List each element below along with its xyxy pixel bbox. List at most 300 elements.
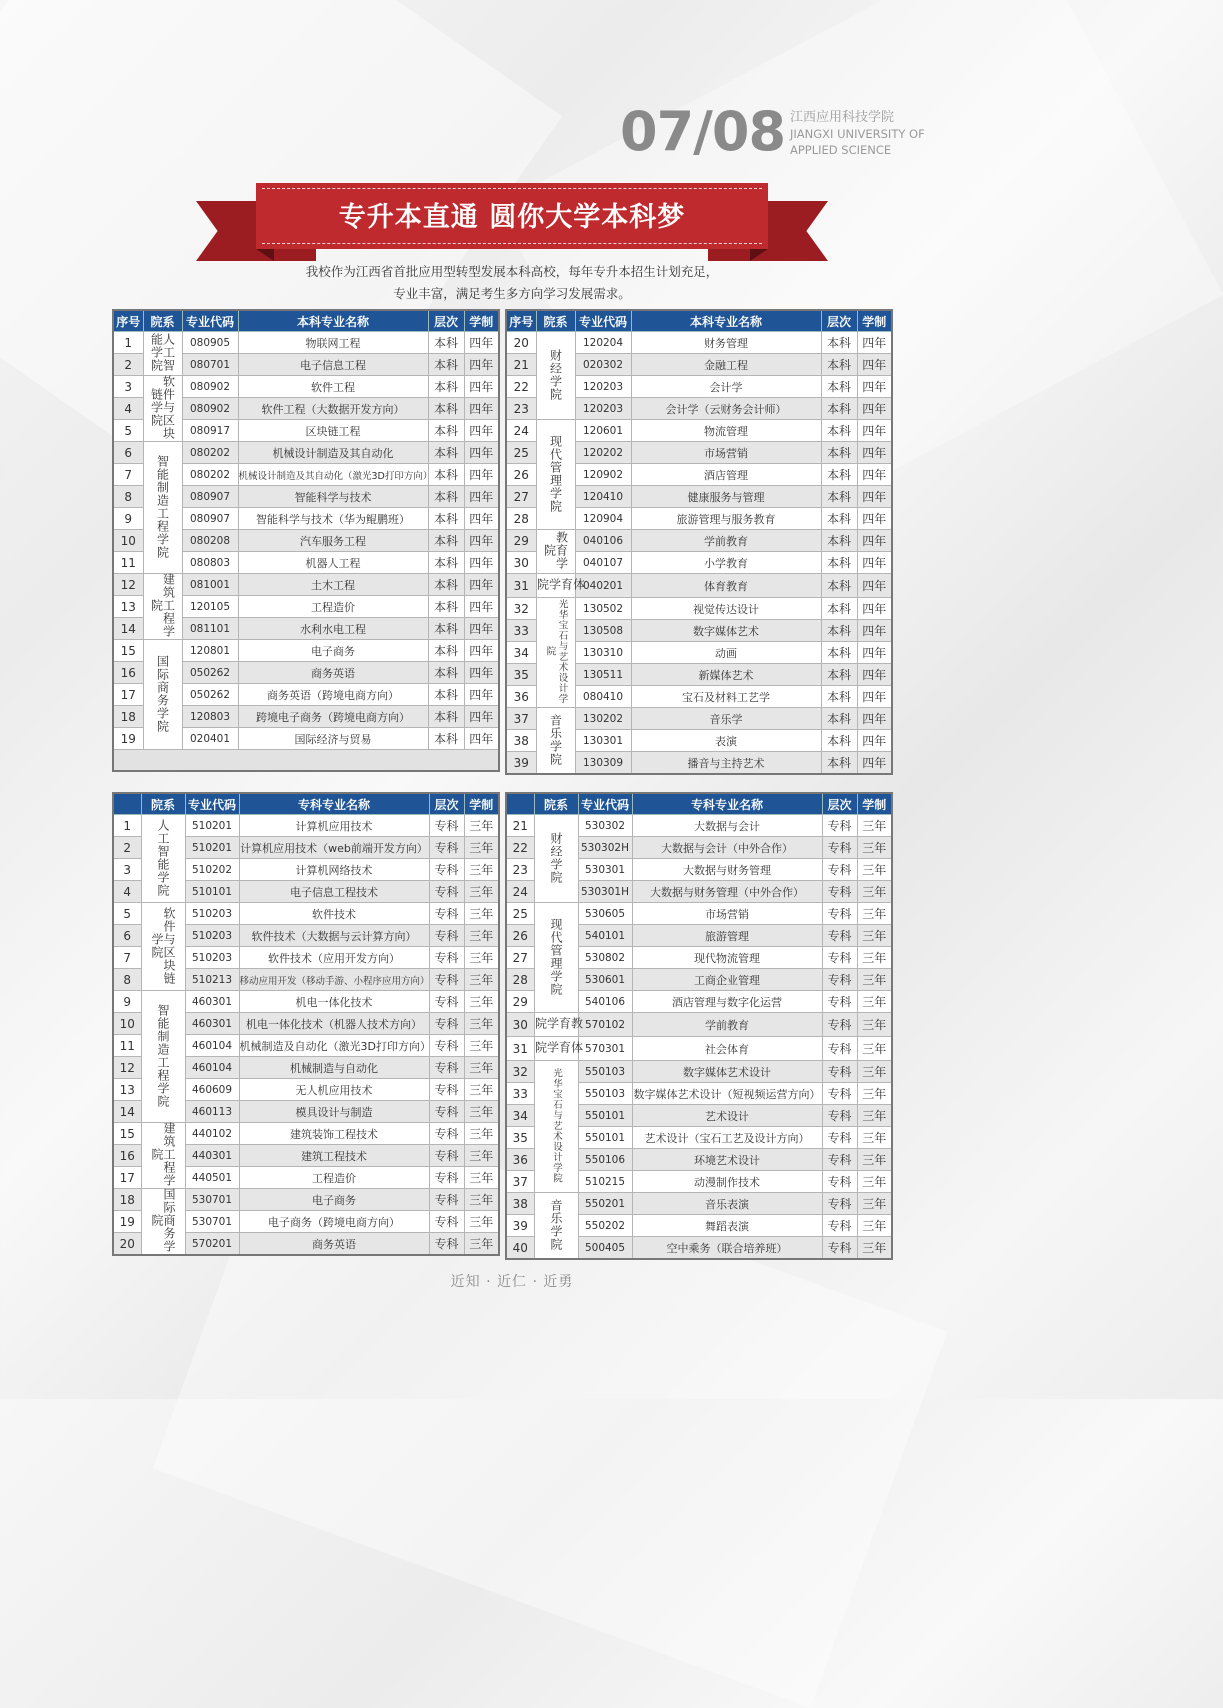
level-cell: 本科 — [428, 464, 464, 486]
level-cell: 专科 — [822, 1193, 857, 1215]
row-number-cell: 14 — [113, 618, 143, 640]
duration-cell: 四年 — [857, 464, 892, 486]
row-number-cell: 17 — [113, 1167, 141, 1189]
major-name-cell: 工程造价 — [239, 1167, 429, 1189]
department-cell — [143, 574, 182, 640]
major-name-cell: 模具设计与制造 — [239, 1101, 429, 1123]
duration-cell: 三年 — [857, 1037, 892, 1061]
row-number-cell: 24 — [506, 881, 534, 903]
duration-cell: 三年 — [857, 925, 892, 947]
major-code-cell: 120203 — [575, 376, 631, 398]
duration-cell: 四年 — [464, 332, 499, 354]
row-number-cell: 38 — [506, 730, 536, 752]
department-label: 软件与区块链学院 — [149, 375, 176, 440]
major-name-cell: 环境艺术设计 — [632, 1149, 822, 1171]
duration-cell: 四年 — [857, 642, 892, 664]
duration-cell: 三年 — [464, 1079, 499, 1101]
major-code-cell: 530601 — [578, 969, 632, 991]
major-code-cell: 510201 — [185, 815, 239, 837]
level-cell: 专科 — [822, 969, 857, 991]
major-name-cell: 计算机网络技术 — [239, 859, 429, 881]
level-cell: 本科 — [428, 332, 464, 354]
major-code-cell: 130508 — [575, 620, 631, 642]
major-name-cell: 无人机应用技术 — [239, 1079, 429, 1101]
major-name-cell: 市场营销 — [632, 903, 822, 925]
duration-cell: 三年 — [464, 881, 499, 903]
duration-cell: 四年 — [464, 640, 499, 662]
table-row — [506, 708, 892, 730]
major-name-cell: 酒店管理 — [631, 464, 821, 486]
row-number-cell: 4 — [113, 881, 141, 903]
level-cell: 本科 — [428, 618, 464, 640]
table-row — [113, 991, 499, 1013]
duration-cell: 四年 — [857, 530, 892, 552]
department-cell — [141, 991, 185, 1123]
major-name-cell: 软件工程 — [238, 376, 428, 398]
department-label: 体育学院 — [533, 1041, 584, 1054]
column-header-major-name: 本科专业名称 — [238, 310, 428, 332]
column-header-major-code: 专业代码 — [185, 793, 239, 815]
row-number-cell: 37 — [506, 1171, 534, 1193]
major-code-cell: 120801 — [182, 640, 238, 662]
duration-cell: 四年 — [464, 552, 499, 574]
row-number-cell: 10 — [113, 1013, 141, 1035]
level-cell: 本科 — [428, 508, 464, 530]
table-row — [506, 1013, 892, 1037]
row-number-cell: 13 — [113, 1079, 141, 1101]
major-name-cell: 计算机应用技术（web前端开发方向） — [239, 837, 429, 859]
major-name-cell: 社会体育 — [632, 1037, 822, 1061]
level-cell: 专科 — [429, 1189, 464, 1211]
bachelor-table-right — [505, 309, 893, 775]
major-code-cell: 040107 — [575, 552, 631, 574]
major-code-cell: 510203 — [185, 925, 239, 947]
major-code-cell: 550202 — [578, 1215, 632, 1237]
duration-cell: 四年 — [857, 686, 892, 708]
row-number-cell: 23 — [506, 859, 534, 881]
duration-cell: 四年 — [857, 442, 892, 464]
row-number-cell: 30 — [506, 1013, 534, 1037]
row-number-cell: 29 — [506, 530, 536, 552]
major-name-cell: 大数据与会计 — [632, 815, 822, 837]
level-cell: 专科 — [822, 1083, 857, 1105]
filler-row — [113, 750, 499, 772]
major-code-cell: 080208 — [182, 530, 238, 552]
footer-motto: 近知 · 近仁 · 近勇 — [450, 1274, 574, 1290]
row-number-cell: 8 — [113, 969, 141, 991]
table-row — [506, 1037, 892, 1061]
duration-cell: 四年 — [464, 354, 499, 376]
major-code-cell: 080202 — [182, 464, 238, 486]
level-cell: 本科 — [821, 552, 857, 574]
duration-cell: 三年 — [464, 925, 499, 947]
table-header-row — [506, 793, 892, 815]
duration-cell: 四年 — [857, 508, 892, 530]
row-number-cell: 31 — [506, 1037, 534, 1061]
duration-cell: 四年 — [464, 530, 499, 552]
major-code-cell: 040201 — [575, 574, 631, 598]
table-row — [506, 1193, 892, 1215]
major-name-cell: 机械设计制造及其自动化（激光3D打印方向） — [238, 464, 428, 486]
major-name-cell: 工商企业管理 — [632, 969, 822, 991]
level-cell: 专科 — [429, 1035, 464, 1057]
level-cell: 专科 — [822, 1171, 857, 1193]
major-name-cell: 健康服务与管理 — [631, 486, 821, 508]
major-code-cell: 080803 — [182, 552, 238, 574]
major-code-cell: 081001 — [182, 574, 238, 596]
department-label: 教育学院 — [533, 1017, 584, 1030]
duration-cell: 四年 — [857, 354, 892, 376]
major-code-cell: 080202 — [182, 442, 238, 464]
major-code-cell: 510202 — [185, 859, 239, 881]
level-cell: 专科 — [429, 881, 464, 903]
major-name-cell: 电子商务 — [239, 1189, 429, 1211]
major-code-cell: 540106 — [578, 991, 632, 1013]
level-cell: 专科 — [429, 1123, 464, 1145]
major-name-cell: 跨境电子商务（跨境电商方向） — [238, 706, 428, 728]
column-header-major-code: 专业代码 — [575, 310, 631, 332]
major-name-cell: 会计学（云财务会计师） — [631, 398, 821, 420]
major-name-cell: 会计学 — [631, 376, 821, 398]
row-number-cell: 16 — [113, 1145, 141, 1167]
row-number-cell: 5 — [113, 903, 141, 925]
major-code-cell: 510215 — [578, 1171, 632, 1193]
major-code-cell: 440501 — [185, 1167, 239, 1189]
level-cell: 专科 — [822, 881, 857, 903]
major-name-cell: 区块链工程 — [238, 420, 428, 442]
major-name-cell: 土木工程 — [238, 574, 428, 596]
row-number-cell: 12 — [113, 574, 143, 596]
major-code-cell: 050262 — [182, 662, 238, 684]
level-cell: 专科 — [822, 1105, 857, 1127]
row-number-cell: 6 — [113, 442, 143, 464]
row-number-cell: 33 — [506, 1083, 534, 1105]
department-label: 建筑工程学院 — [149, 573, 176, 638]
column-header-department: 院系 — [536, 310, 575, 332]
row-number-cell: 22 — [506, 376, 536, 398]
major-name-cell: 商务英语 — [238, 662, 428, 684]
major-name-cell: 艺术设计（宝石工艺及设计方向） — [632, 1127, 822, 1149]
major-name-cell: 酒店管理与数字化运营 — [632, 991, 822, 1013]
column-header-duration: 学制 — [857, 310, 892, 332]
level-cell: 专科 — [429, 991, 464, 1013]
duration-cell: 四年 — [857, 752, 892, 775]
row-number-cell: 8 — [113, 486, 143, 508]
major-name-cell: 播音与主持艺术 — [631, 752, 821, 775]
duration-cell: 三年 — [857, 1215, 892, 1237]
row-number-cell: 30 — [506, 552, 536, 574]
row-number-cell: 9 — [113, 508, 143, 530]
major-code-cell: 530302H — [578, 837, 632, 859]
level-cell: 本科 — [428, 552, 464, 574]
department-label: 智能制造工程学院 — [156, 1003, 170, 1108]
duration-cell: 三年 — [857, 1013, 892, 1037]
major-name-cell: 汽车服务工程 — [238, 530, 428, 552]
department-cell — [536, 332, 575, 420]
table-row — [506, 598, 892, 620]
column-header-department: 院系 — [143, 310, 182, 332]
duration-cell: 三年 — [857, 969, 892, 991]
department-label: 国际商务学院 — [155, 654, 170, 733]
department-cell — [536, 598, 575, 708]
row-number-cell: 24 — [506, 420, 536, 442]
duration-cell: 四年 — [464, 706, 499, 728]
level-cell: 本科 — [428, 574, 464, 596]
row-number-cell: 2 — [113, 354, 143, 376]
major-code-cell: 020302 — [575, 354, 631, 376]
column-header-level: 层次 — [429, 793, 464, 815]
major-name-cell: 宝石及材料工艺学 — [631, 686, 821, 708]
department-cell — [534, 815, 578, 903]
duration-cell: 三年 — [464, 947, 499, 969]
row-number-cell: 40 — [506, 1237, 534, 1260]
row-number-cell: 7 — [113, 464, 143, 486]
row-number-cell: 35 — [506, 1127, 534, 1149]
table-row — [506, 332, 892, 354]
duration-cell: 三年 — [464, 859, 499, 881]
filler-cell — [113, 750, 499, 772]
duration-cell: 四年 — [857, 730, 892, 752]
level-cell: 本科 — [428, 530, 464, 552]
department-cell — [141, 1123, 185, 1189]
row-number-cell: 6 — [113, 925, 141, 947]
level-cell: 本科 — [821, 442, 857, 464]
level-cell: 本科 — [821, 354, 857, 376]
table-row — [113, 442, 499, 464]
major-name-cell: 音乐学 — [631, 708, 821, 730]
level-cell: 专科 — [822, 1037, 857, 1061]
department-label: 财经学院 — [548, 348, 563, 401]
level-cell: 本科 — [821, 376, 857, 398]
major-code-cell: 080907 — [182, 508, 238, 530]
row-number-cell: 20 — [113, 1233, 141, 1256]
level-cell: 本科 — [821, 598, 857, 620]
level-cell: 本科 — [821, 752, 857, 775]
duration-cell: 四年 — [857, 332, 892, 354]
duration-cell: 三年 — [464, 1167, 499, 1189]
major-code-cell: 120203 — [575, 398, 631, 420]
major-name-cell: 财务管理 — [631, 332, 821, 354]
level-cell: 专科 — [822, 1237, 857, 1260]
major-code-cell: 440301 — [185, 1145, 239, 1167]
table-header-row — [113, 793, 499, 815]
department-label: 现代管理学院 — [548, 434, 563, 513]
duration-cell: 三年 — [464, 1233, 499, 1256]
major-name-cell: 机械制造与自动化 — [239, 1057, 429, 1079]
duration-cell: 四年 — [464, 486, 499, 508]
major-name-cell: 数字媒体艺术设计 — [632, 1061, 822, 1083]
major-name-cell: 动画 — [631, 642, 821, 664]
major-name-cell: 计算机应用技术 — [239, 815, 429, 837]
major-code-cell: 570301 — [578, 1037, 632, 1061]
level-cell: 本科 — [428, 420, 464, 442]
major-name-cell: 电子信息工程技术 — [239, 881, 429, 903]
major-code-cell: 020401 — [182, 728, 238, 750]
duration-cell: 三年 — [857, 815, 892, 837]
department-cell — [536, 530, 575, 574]
duration-cell: 三年 — [857, 881, 892, 903]
level-cell: 本科 — [821, 686, 857, 708]
level-cell: 本科 — [428, 706, 464, 728]
major-name-cell: 软件工程（大数据开发方向） — [238, 398, 428, 420]
level-cell: 专科 — [429, 1013, 464, 1035]
row-number-cell: 3 — [113, 376, 143, 398]
column-header-duration: 学制 — [857, 793, 892, 815]
row-number-cell: 13 — [113, 596, 143, 618]
column-header-major-code: 专业代码 — [182, 310, 238, 332]
level-cell: 本科 — [821, 530, 857, 552]
level-cell: 本科 — [821, 398, 857, 420]
table-row — [506, 574, 892, 598]
level-cell: 专科 — [429, 1101, 464, 1123]
column-header-level: 层次 — [428, 310, 464, 332]
major-name-cell: 软件技术（大数据与云计算方向） — [239, 925, 429, 947]
level-cell: 本科 — [821, 642, 857, 664]
table-row — [113, 332, 499, 354]
major-name-cell: 水利水电工程 — [238, 618, 428, 640]
duration-cell: 三年 — [464, 1123, 499, 1145]
duration-cell: 四年 — [857, 708, 892, 730]
level-cell: 专科 — [822, 1149, 857, 1171]
duration-cell: 四年 — [464, 618, 499, 640]
major-code-cell: 540101 — [578, 925, 632, 947]
row-number-cell: 36 — [506, 1149, 534, 1171]
duration-cell: 四年 — [464, 508, 499, 530]
table-header-row — [506, 310, 892, 332]
row-number-cell: 32 — [506, 598, 536, 620]
department-cell — [141, 903, 185, 991]
row-number-cell: 36 — [506, 686, 536, 708]
row-number-cell: 28 — [506, 969, 534, 991]
department-cell — [535, 574, 586, 598]
duration-cell: 四年 — [857, 664, 892, 686]
major-name-cell: 数字媒体艺术 — [631, 620, 821, 642]
school-name-en-2: APPLIED SCIENCE — [790, 143, 892, 157]
department-label: 软件与区块链学院 — [150, 906, 176, 985]
major-name-cell: 舞蹈表演 — [632, 1215, 822, 1237]
major-name-cell: 学前教育 — [632, 1013, 822, 1037]
table-row — [506, 530, 892, 552]
department-cell — [141, 815, 185, 903]
level-cell: 本科 — [821, 486, 857, 508]
duration-cell: 三年 — [857, 837, 892, 859]
department-label: 人工智能学院 — [149, 333, 176, 372]
duration-cell: 三年 — [857, 1127, 892, 1149]
row-number-cell: 15 — [113, 1123, 141, 1145]
major-code-cell: 130310 — [575, 642, 631, 664]
row-number-cell: 31 — [506, 574, 536, 598]
table-row — [113, 640, 499, 662]
duration-cell: 四年 — [464, 662, 499, 684]
department-label: 教育学院 — [542, 531, 569, 570]
row-number-cell: 38 — [506, 1193, 534, 1215]
major-code-cell: 080905 — [182, 332, 238, 354]
row-number-cell: 21 — [506, 815, 534, 837]
column-header-row-number: 序号 — [506, 310, 536, 332]
department-cell — [141, 1189, 185, 1256]
major-code-cell: 050262 — [182, 684, 238, 706]
level-cell: 本科 — [428, 442, 464, 464]
major-name-cell: 艺术设计 — [632, 1105, 822, 1127]
level-cell: 专科 — [822, 859, 857, 881]
duration-cell: 四年 — [464, 398, 499, 420]
major-code-cell: 530301H — [578, 881, 632, 903]
department-cell — [143, 640, 182, 750]
row-number-cell: 37 — [506, 708, 536, 730]
major-code-cell: 130301 — [575, 730, 631, 752]
duration-cell: 三年 — [464, 1013, 499, 1035]
major-code-cell: 120105 — [182, 596, 238, 618]
banner-title: 专升本直通 圆你大学本科梦 — [338, 202, 686, 233]
major-name-cell: 视觉传达设计 — [631, 598, 821, 620]
major-code-cell: 550101 — [578, 1105, 632, 1127]
column-header-duration: 学制 — [464, 793, 499, 815]
major-code-cell: 530302 — [578, 815, 632, 837]
row-number-cell: 34 — [506, 642, 536, 664]
row-number-cell: 9 — [113, 991, 141, 1013]
level-cell: 专科 — [822, 1013, 857, 1037]
major-code-cell: 120204 — [575, 332, 631, 354]
major-code-cell: 080907 — [182, 486, 238, 508]
major-name-cell: 市场营销 — [631, 442, 821, 464]
department-cell — [143, 376, 182, 442]
major-code-cell: 460104 — [185, 1057, 239, 1079]
duration-cell: 三年 — [857, 1083, 892, 1105]
major-code-cell: 550103 — [578, 1083, 632, 1105]
duration-cell: 四年 — [464, 464, 499, 486]
department-cell — [533, 1013, 584, 1037]
row-number-cell: 20 — [506, 332, 536, 354]
major-name-cell: 机电一体化技术 — [239, 991, 429, 1013]
duration-cell: 四年 — [464, 596, 499, 618]
major-code-cell: 530605 — [578, 903, 632, 925]
major-code-cell: 530301 — [578, 859, 632, 881]
major-code-cell: 130202 — [575, 708, 631, 730]
major-code-cell: 120202 — [575, 442, 631, 464]
department-label: 人工智能学院 — [156, 818, 170, 897]
row-number-cell: 3 — [113, 859, 141, 881]
duration-cell: 三年 — [464, 1101, 499, 1123]
department-cell — [143, 332, 182, 376]
department-cell — [536, 420, 575, 530]
major-name-cell: 小学教育 — [631, 552, 821, 574]
row-number-cell: 2 — [113, 837, 141, 859]
duration-cell: 三年 — [857, 1171, 892, 1193]
school-name-cn: 江西应用科技学院 — [790, 110, 895, 125]
department-label: 光华宝石与艺术设计学院 — [544, 599, 568, 704]
major-name-cell: 学前教育 — [631, 530, 821, 552]
major-code-cell: 440102 — [185, 1123, 239, 1145]
associate-table-left — [112, 792, 500, 1256]
major-name-cell: 金融工程 — [631, 354, 821, 376]
row-number-cell: 14 — [113, 1101, 141, 1123]
row-number-cell: 4 — [113, 398, 143, 420]
major-code-cell: 510203 — [185, 903, 239, 925]
major-code-cell: 080902 — [182, 398, 238, 420]
major-code-cell: 460301 — [185, 991, 239, 1013]
level-cell: 专科 — [822, 815, 857, 837]
major-code-cell: 510213 — [185, 969, 239, 991]
level-cell: 专科 — [429, 1057, 464, 1079]
level-cell: 本科 — [821, 508, 857, 530]
major-name-cell: 移动应用开发（移动手游、小程序应用方向） — [239, 969, 429, 991]
major-code-cell: 500405 — [578, 1237, 632, 1260]
major-name-cell: 旅游管理与服务教育 — [631, 508, 821, 530]
level-cell: 本科 — [821, 420, 857, 442]
level-cell: 本科 — [428, 662, 464, 684]
department-label: 现代管理学院 — [549, 917, 563, 996]
level-cell: 专科 — [429, 859, 464, 881]
